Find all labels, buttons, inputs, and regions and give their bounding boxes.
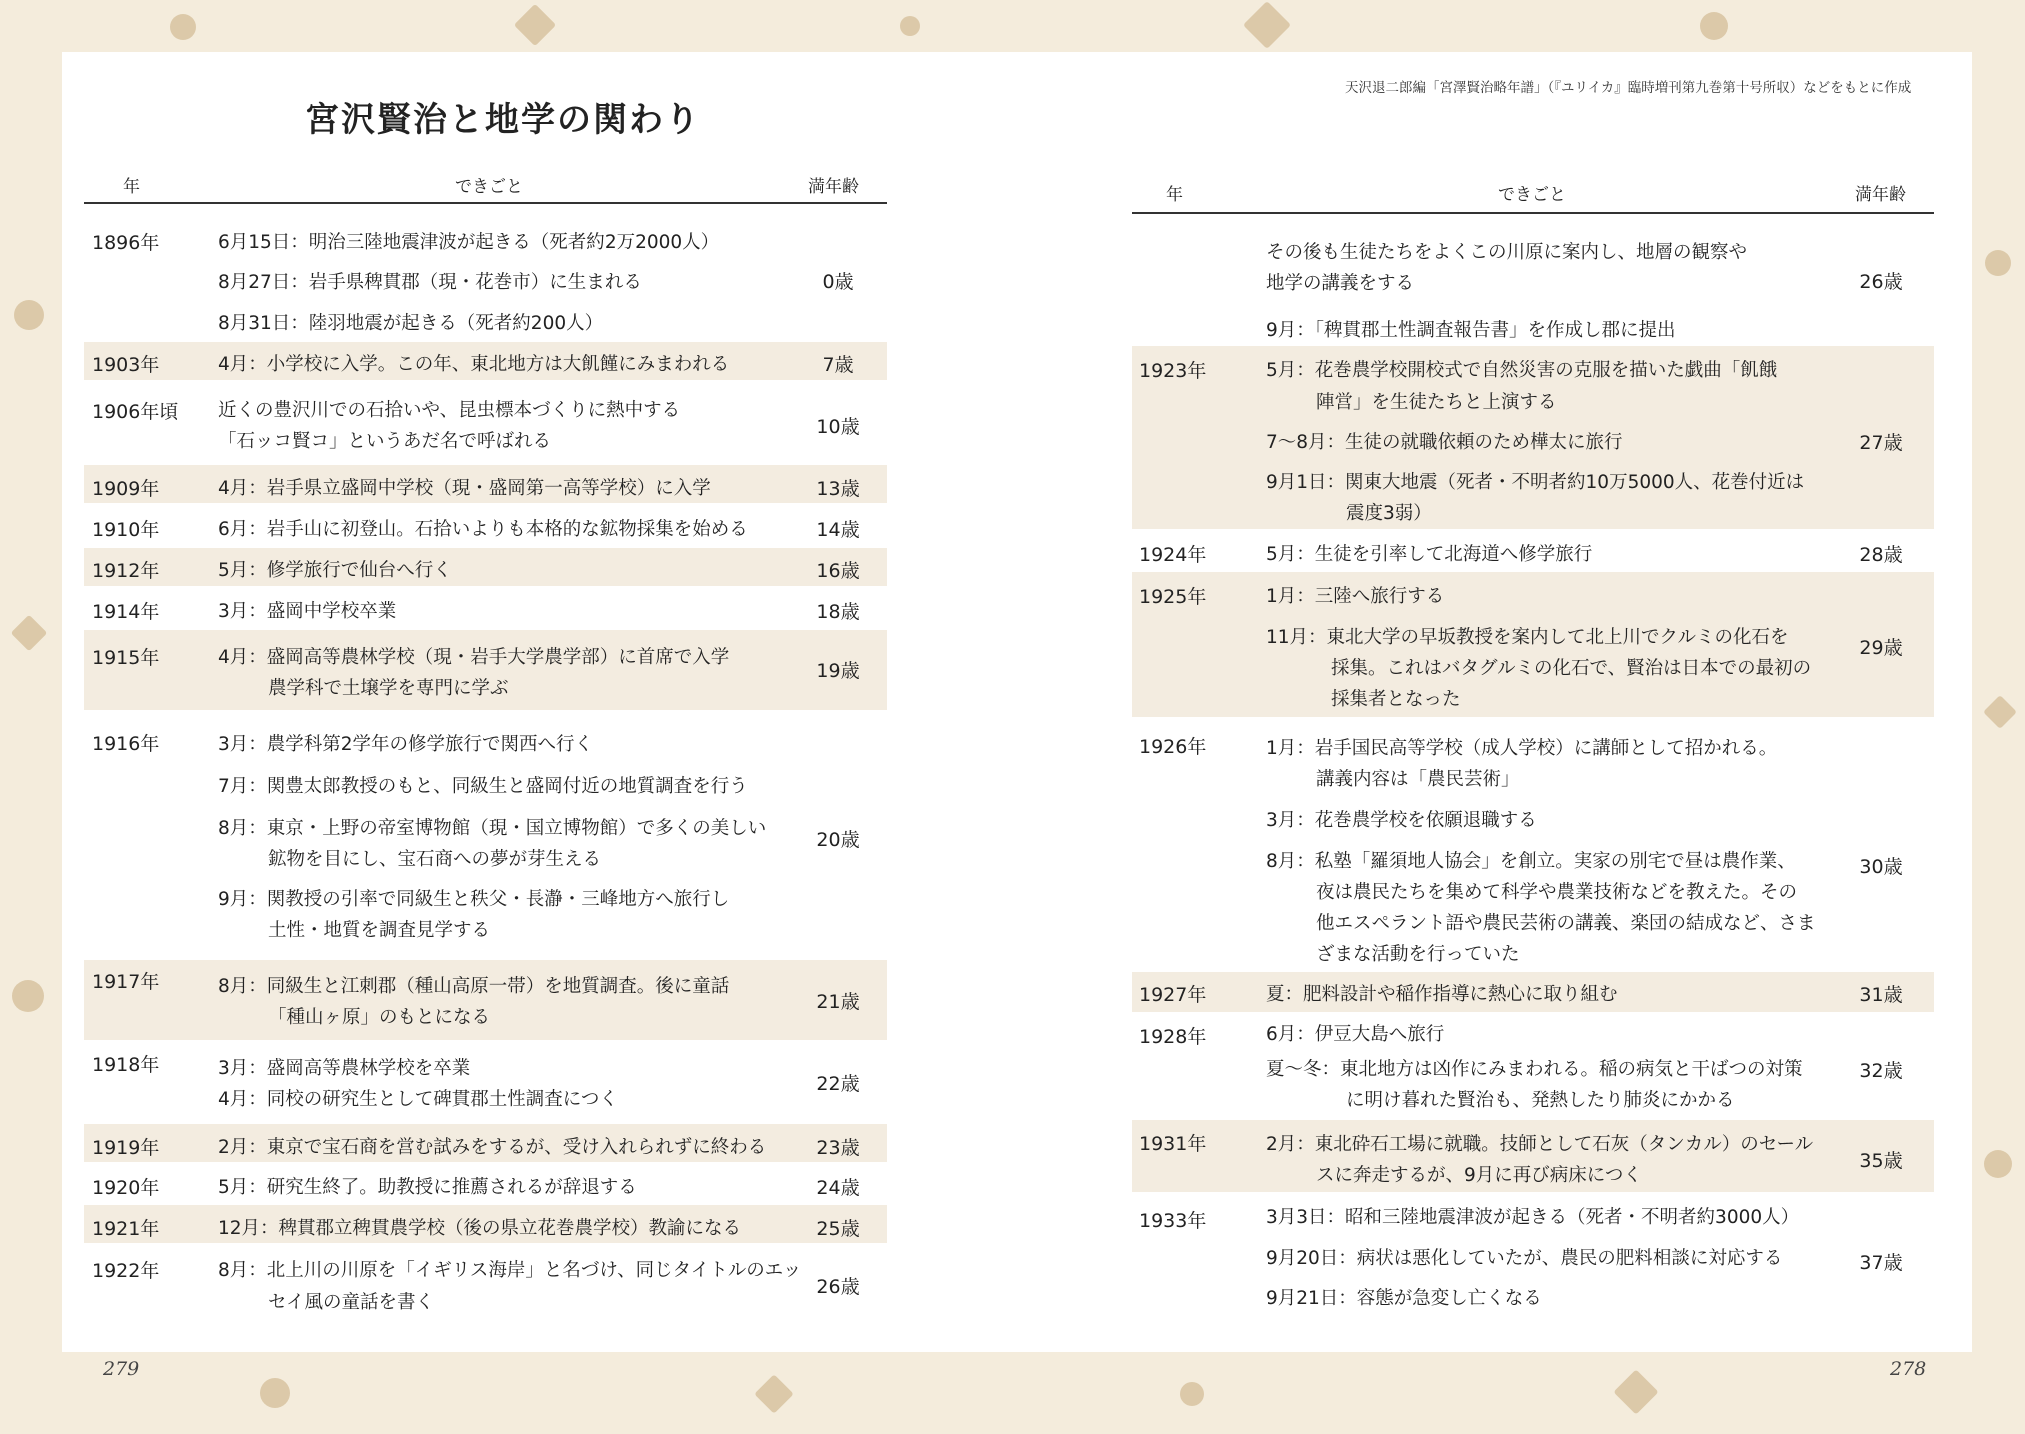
row-year: 1912年 xyxy=(92,560,160,582)
row-event: 農学科で土壌学を専門に学ぶ xyxy=(268,678,509,699)
row-event: 6月15日：明治三陸地震津波が起きる（死者約2万2000人） xyxy=(218,232,720,253)
row-event: 採集。これはバタグルミの化石で、賢治は日本での最初の xyxy=(1331,658,1812,679)
row-event: 8月：東京・上野の帝室博物館（現・国立博物館）で多くの美しい xyxy=(218,818,767,839)
row-year: 1896年 xyxy=(92,232,160,254)
row-event: 5月：生徒を引率して北海道へ修学旅行 xyxy=(1266,544,1593,565)
row-event: 9月21日：容態が急変し亡くなる xyxy=(1266,1288,1542,1309)
row-event: ざまな活動を行っていた xyxy=(1316,944,1520,965)
row-event: 4月：岩手県立盛岡中学校（現・盛岡第一高等学校）に入学 xyxy=(218,478,711,499)
column-header-year: 年 xyxy=(123,177,140,197)
row-age: 13歳 xyxy=(816,478,860,500)
row-event: 5月：研究生終了。助教授に推薦されるが辞退する xyxy=(218,1177,637,1198)
row-event: 震度3弱） xyxy=(1346,503,1432,524)
row-age: 28歳 xyxy=(1859,544,1903,566)
row-event: 5月：修学旅行で仙台へ行く xyxy=(218,560,452,581)
row-year: 1906年頃 xyxy=(92,401,179,423)
row-year: 1917年 xyxy=(92,971,160,993)
column-header-year: 年 xyxy=(1166,185,1183,205)
row-event: 8月：私塾「羅須地人協会」を創立。実家の別宅で昼は農作業、 xyxy=(1266,851,1796,872)
row-year: 1918年 xyxy=(92,1054,160,1076)
row-event: 近くの豊沢川での石拾いや、昆虫標本づくりに熱中する xyxy=(218,400,681,421)
header-rule xyxy=(1132,212,1934,214)
row-event: 鉱物を目にし、宝石商への夢が芽生える xyxy=(268,849,602,870)
row-event: 他エスペラント語や農民芸術の講義、楽団の結成など、さま xyxy=(1316,913,1816,934)
row-age: 26歳 xyxy=(1859,271,1903,293)
row-event: 地学の講義をする xyxy=(1266,273,1415,294)
row-event: 3月：盛岡高等農林学校を卒業 xyxy=(218,1058,471,1079)
row-year: 1914年 xyxy=(92,601,160,623)
row-event: 8月：同級生と江刺郡（種山高原一帯）を地質調査。後に童話 xyxy=(218,976,730,997)
row-year: 1909年 xyxy=(92,478,160,500)
row-event: に明け暮れた賢治も、発熱したり肺炎にかかる xyxy=(1346,1090,1735,1111)
row-event: 1月：三陸へ旅行する xyxy=(1266,586,1445,607)
decorative-dot-icon xyxy=(900,16,920,36)
row-event: 11月：東北大学の早坂教授を案内して北上川でクルミの化石を xyxy=(1266,627,1789,648)
row-age: 29歳 xyxy=(1859,637,1903,659)
row-year: 1921年 xyxy=(92,1218,160,1240)
row-band xyxy=(84,548,887,586)
row-year: 1916年 xyxy=(92,733,160,755)
row-event: スに奔走するが、9月に再び病床につく xyxy=(1316,1165,1642,1186)
row-year: 1923年 xyxy=(1139,360,1207,382)
column-header-event: できごと xyxy=(1498,185,1566,205)
row-year: 1903年 xyxy=(92,354,160,376)
row-year: 1928年 xyxy=(1139,1026,1207,1048)
decorative-dot-icon xyxy=(170,14,196,40)
row-age: 27歳 xyxy=(1859,432,1903,454)
row-event: 9月：「稗貫郡土性調査報告書」を作成し郡に提出 xyxy=(1266,320,1676,341)
column-header-age: 満年齢 xyxy=(808,177,859,197)
row-year: 1924年 xyxy=(1139,544,1207,566)
decorative-dot-icon xyxy=(1700,12,1728,40)
decorative-dot-icon xyxy=(260,1378,290,1408)
row-event: 採集者となった xyxy=(1331,689,1461,710)
row-event: 5月：花巻農学校開校式で自然災害の克服を描いた戯曲「飢餓 xyxy=(1266,360,1778,381)
decorative-dot-icon xyxy=(1985,250,2011,276)
column-header-age: 満年齢 xyxy=(1855,185,1906,205)
row-event: 1月：岩手国民高等学校（成人学校）に講師として招かれる。 xyxy=(1266,738,1778,759)
page-number: 278 xyxy=(1890,1358,1927,1380)
row-event: 8月27日：岩手県稗貫郡（現・花巻市）に生まれる xyxy=(218,272,642,293)
row-year: 1931年 xyxy=(1139,1133,1207,1155)
row-event: 3月：花巻農学校を依願退職する xyxy=(1266,810,1537,831)
row-event: 4月：盛岡高等農林学校（現・岩手大学農学部）に首席で入学 xyxy=(218,647,730,668)
row-event: セイ風の童話を書く xyxy=(268,1292,434,1313)
row-event: 講義内容は「農民芸術」 xyxy=(1316,769,1520,790)
row-age: 18歳 xyxy=(816,601,860,623)
row-event: 9月：関教授の引率で同級生と秩父・長瀞・三峰地方へ旅行し xyxy=(218,889,730,910)
row-event: 3月：盛岡中学校卒業 xyxy=(218,601,397,622)
row-event: 7月：関豊太郎教授のもと、同級生と盛岡付近の地質調査を行う xyxy=(218,776,748,797)
row-event: 夜は農民たちを集めて科学や農業技術などを教えた。その xyxy=(1316,882,1798,903)
row-event: 3月3日：昭和三陸地震津波が起きる（死者・不明者約3000人） xyxy=(1266,1207,1800,1228)
row-event: 8月31日：陸羽地震が起きる（死者約200人） xyxy=(218,313,604,334)
row-age: 25歳 xyxy=(816,1218,860,1240)
row-event: 9月1日：関東大地震（死者・不明者約10万5000人、花巻付近は xyxy=(1266,472,1805,493)
row-age: 30歳 xyxy=(1859,856,1903,878)
decorative-dot-icon xyxy=(1180,1382,1204,1406)
row-event: 2月：東京で宝石商を営む試みをするが、受け入れられずに終わる xyxy=(218,1137,767,1158)
decorative-border-bottom xyxy=(0,1352,2025,1434)
row-age: 31歳 xyxy=(1859,984,1903,1006)
row-event: 3月：農学科第2学年の修学旅行で関西へ行く xyxy=(218,734,594,755)
row-age: 26歳 xyxy=(816,1276,860,1298)
row-event: 4月：同校の研究生として碑貫郡土性調査につく xyxy=(218,1089,618,1110)
row-age: 10歳 xyxy=(816,416,860,438)
row-event: 夏〜冬：東北地方は凶作にみまわれる。稲の病気と干ばつの対策 xyxy=(1266,1059,1803,1080)
row-event: 6月：伊豆大島へ旅行 xyxy=(1266,1024,1445,1045)
row-event: 夏：肥料設計や稲作指導に熱心に取り組む xyxy=(1266,984,1618,1005)
row-year: 1927年 xyxy=(1139,984,1207,1006)
row-age: 16歳 xyxy=(816,560,860,582)
row-age: 21歳 xyxy=(816,991,860,1013)
decorative-dot-icon xyxy=(14,300,44,330)
row-event: 6月：岩手山に初登山。石拾いよりも本格的な鉱物採集を始める xyxy=(218,519,748,540)
row-year: 1910年 xyxy=(92,519,160,541)
row-event: 「種山ヶ原」のもとになる xyxy=(268,1007,491,1028)
row-event: 7〜8月：生徒の就職依頼のため樺太に旅行 xyxy=(1266,432,1623,453)
row-age: 23歳 xyxy=(816,1137,860,1159)
row-event: 土性・地質を調査見学する xyxy=(268,920,491,941)
decorative-border-left xyxy=(0,0,62,1434)
row-age: 24歳 xyxy=(816,1177,860,1199)
row-event: その後も生徒たちをよくこの川原に案内し、地層の観察や xyxy=(1266,242,1748,263)
row-year: 1920年 xyxy=(92,1177,160,1199)
row-year: 1922年 xyxy=(92,1260,160,1282)
row-age: 14歳 xyxy=(816,519,860,541)
row-age: 0歳 xyxy=(822,271,854,293)
row-age: 35歳 xyxy=(1859,1150,1903,1172)
row-age: 37歳 xyxy=(1859,1252,1903,1274)
row-event: 9月20日：病状は悪化していたが、農民の肥料相談に対応する xyxy=(1266,1248,1783,1269)
decorative-dot-icon xyxy=(12,980,44,1012)
source-note: 天沢退二郎編「宮澤賢治略年譜」（『ユリイカ』臨時増刊第九巻第十号所収）などをもとに作成 xyxy=(1345,80,1912,96)
row-age: 7歳 xyxy=(822,354,854,376)
header-rule xyxy=(84,202,887,204)
row-event: 8月：北上川の川原を「イギリス海岸」と名づけ、同じタイトルのエッ xyxy=(218,1260,802,1281)
row-year: 1919年 xyxy=(92,1137,160,1159)
row-event: 4月：小学校に入学。この年、東北地方は大飢饉にみまわれる xyxy=(218,354,730,375)
row-age: 20歳 xyxy=(816,829,860,851)
row-event: 陣営」を生徒たちと上演する xyxy=(1316,392,1557,413)
column-header-event: できごと xyxy=(455,177,523,197)
row-event: 2月：東北砕石工場に就職。技師として石灰（タンカル）のセール xyxy=(1266,1134,1814,1155)
row-age: 22歳 xyxy=(816,1073,860,1095)
row-year: 1933年 xyxy=(1139,1210,1207,1232)
page-number: 279 xyxy=(103,1358,140,1380)
row-year: 1915年 xyxy=(92,647,160,669)
row-year: 1926年 xyxy=(1139,736,1207,758)
row-event: 12月：稗貫郡立稗貫農学校（後の県立花巻農学校）教諭になる xyxy=(218,1218,742,1239)
decorative-dot-icon xyxy=(1984,1150,2012,1178)
row-age: 19歳 xyxy=(816,660,860,682)
row-year: 1925年 xyxy=(1139,586,1207,608)
page-title: 宮沢賢治と地学の関わり xyxy=(305,100,701,140)
row-age: 32歳 xyxy=(1859,1060,1903,1082)
row-event: 「石ッコ賢コ」というあだ名で呼ばれる xyxy=(218,431,552,452)
